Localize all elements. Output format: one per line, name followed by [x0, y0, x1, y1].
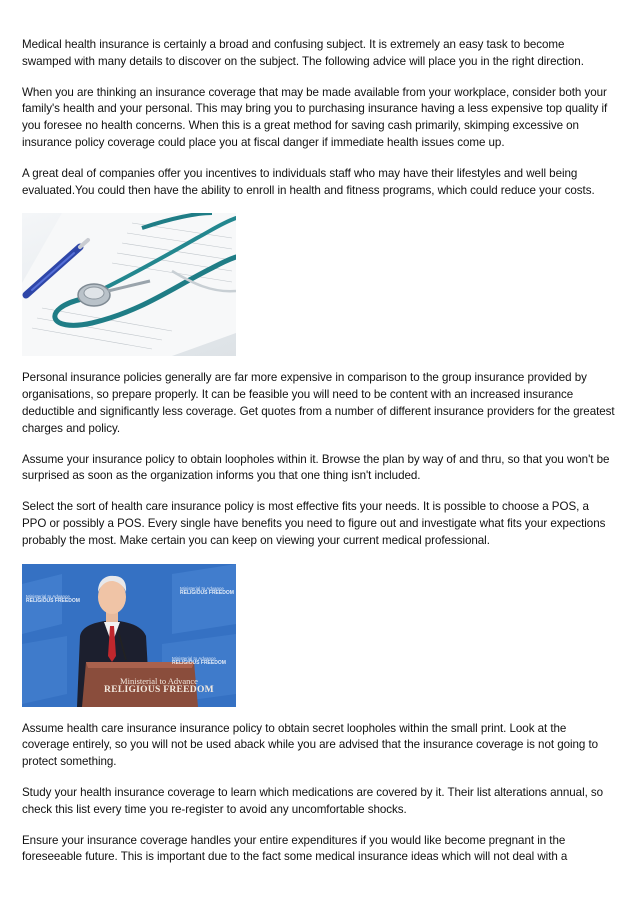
stethoscope-illustration	[22, 213, 236, 356]
background-banner-text	[26, 594, 80, 604]
paragraph: When you are thinking an insurance coverage that may be made available from your workplace, consider both your family's health and your personal. This may bring you to purchasing insurance having a less expensive top quality if you foresee no health concerns. When this is a great method for saving cash primarily, skimping excessive on insurance policy coverage could place you at fiscal danger if immediate health issues come up.	[22, 85, 608, 149]
paragraph: Medical health insurance is certainly a broad and confusing subject. It is extremely an easy task to become swamped with many details to discover on the subject. The following advice will place you in the right direction.	[22, 38, 584, 68]
banner-line: Ministerial to Advance	[26, 593, 70, 599]
background-banner-text	[180, 586, 234, 596]
banner-line: Ministerial to Advance	[172, 655, 216, 661]
paragraph: Study your health insurance coverage to learn which medications are covered by it. Their list alterations annual, so check this list every time you re-register to avoid any uncomfortable shocks.	[22, 785, 604, 816]
paragraph: Personal insurance policies generally are far more expensive in comparison to the group insurance provided by organisations, so prepare properly. It can be feasible you will need to be content with an increased insurance deductible and significantly less coverage. Get quotes from a number of different insurance providers for the greatest charges and policy.	[22, 371, 615, 435]
podium-line-2: RELIGIOUS FREEDOM	[104, 684, 214, 695]
paragraph: Select the sort of health care insurance policy is most effective fits your needs. It is possible to choose a POS, a PPO or possibly a POS. Every single have benefits you need to figure out and investigate what fits your expections probably the most. Make certain you can keep on viewing your current medical professional.	[22, 500, 606, 547]
banner-line: Ministerial to Advance	[180, 585, 224, 591]
banner-line: RELIGIOUS FREEDOM	[180, 589, 234, 596]
paragraph: A great deal of companies offer you incentives to individuals staff who may have their lifestyles and well being evaluated.You could then have the ability to enroll in health and fitness programs, which could reduce your costs.	[22, 166, 595, 197]
document-page	[22, 37, 616, 880]
podium-speaker-photo	[22, 564, 236, 707]
paragraph: Ensure your insurance coverage handles your entire expenditures if you would like become pregnant in the foreseeable future. This is important due to the fact some medical insurance ideas which will not deal with a	[22, 833, 568, 864]
podium-line-1: Ministerial to Advance	[120, 675, 198, 686]
banner-line: RELIGIOUS FREEDOM	[26, 597, 80, 604]
banner-line: RELIGIOUS FREEDOM	[172, 659, 226, 666]
paragraph: Assume health care insurance insurance policy to obtain secret loopholes within the small print. Look at the coverage entirely, so you will not be used aback while you are advised that the insurance coverage is not going to protect something.	[22, 721, 599, 769]
stethoscope-photo	[22, 213, 236, 356]
paragraph: Assume your insurance policy to obtain loopholes within it. Browse the plan by way of and thru, so that you won't be surprised as soon as the organization informs you that one thing isn't included.	[22, 452, 610, 483]
background-banner-text	[172, 656, 226, 666]
podium-sign	[104, 677, 214, 695]
